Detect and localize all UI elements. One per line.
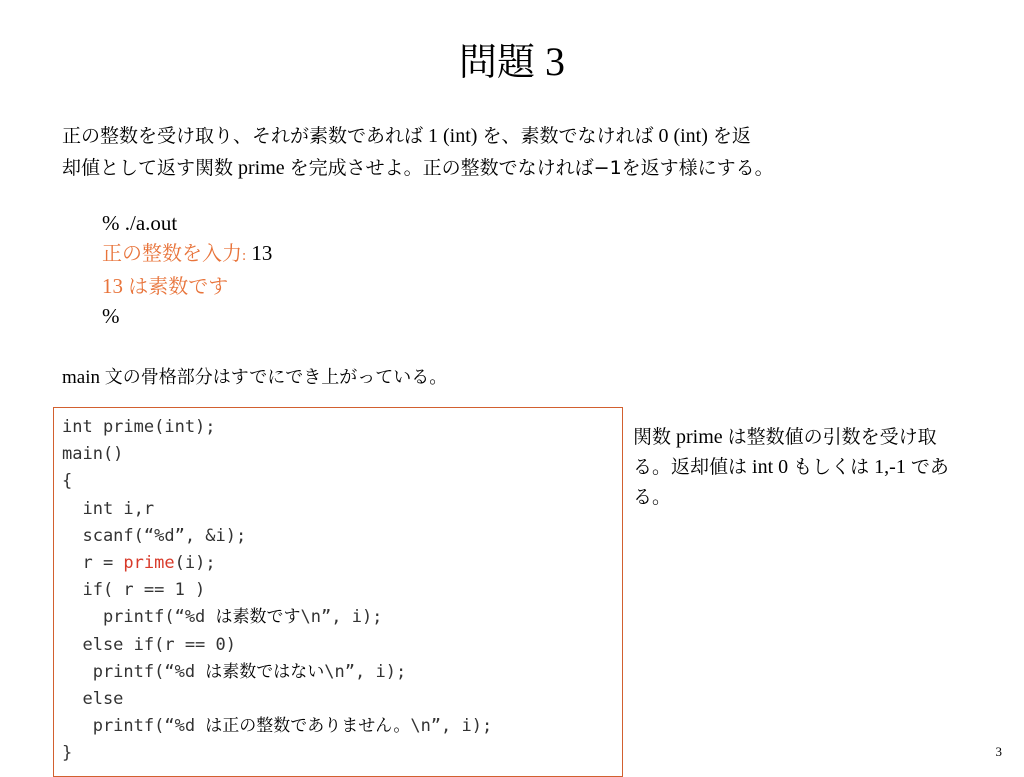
code-segment: printf(“%d [62,661,206,682]
code-segment: \n”, i); [300,607,383,628]
code-line [62,659,492,686]
note-word: main [62,367,100,388]
terminal-end-prompt: % [102,304,120,328]
terminal-command: % ./a.out [102,211,178,235]
side-part-4: int 0 [752,456,789,478]
code-segment: \n”, i); [324,661,407,682]
code-line: scanf(“%d”, &i); [62,525,247,546]
terminal-example [102,208,272,331]
desc-part-6: 却値として返す関数 [62,157,234,179]
terminal-prompt-value: 13 [251,241,273,265]
code-line: int prime(int); [62,417,216,437]
problem-description [62,120,962,184]
code-line: } [62,743,73,764]
code-line: { [62,471,73,492]
code-prime-call: prime [123,552,175,573]
side-part-7: である。 [633,456,949,508]
code-jp-text: は素数ではない [205,661,325,682]
code-segment: (i); [174,552,216,573]
title-number: 3 [545,39,565,84]
terminal-prompt-label: 正の整数を入力 [102,241,242,265]
desc-part-3: を、素数でなければ [482,125,654,147]
desc-part-8: を完成させよ。正の整数でなければ−1を返す様にする。 [289,157,774,179]
code-segment: printf(“%d [62,716,206,737]
terminal-prompt-line [102,238,272,271]
page-number: 3 [995,744,1002,759]
code-jp-text: は正の整数でありません。 [205,716,411,737]
code-jp-text: は素数です [215,607,301,628]
terminal-result-num: 13 [102,274,123,298]
code-line: else [62,688,124,709]
code-box [53,407,623,777]
side-part-2: prime [676,426,723,448]
code-segment: r = [62,552,124,573]
code-line [62,713,492,740]
code-listing [62,414,492,767]
side-part-1: 関数 [633,426,672,448]
desc-part-7: prime [238,157,285,179]
title-text: 問題 [458,40,535,84]
note-text: 文の骨格部分はすでにでき上がっている。 [104,367,448,388]
main-note [62,364,447,392]
desc-part-5: を返 [712,125,751,147]
desc-part-1: 正の整数を受け取り、それが素数であれば [62,125,424,147]
side-part-6: 1,-1 [874,456,906,478]
code-line: int i,r [62,498,155,519]
side-note [633,422,973,512]
desc-part-2: 1 (int) [428,125,478,147]
terminal-result-text: は素数です [128,274,229,298]
side-part-3: は整数値の引数を受け取る。返却値は [633,426,937,478]
code-line [62,550,492,577]
code-segment: \n”, i); [410,716,493,737]
terminal-result-line [102,271,272,301]
side-part-5: もしくは [793,456,870,478]
code-segment: printf(“%d [62,607,216,628]
terminal-prompt-sep: : [242,248,247,264]
slide-title [0,36,1024,88]
code-line: main() [62,444,124,465]
code-line: else if(r == 0) [62,634,236,655]
code-line [62,604,492,631]
code-line: if( r == 1 ) [62,580,206,601]
desc-part-4: 0 (int) [658,125,708,147]
